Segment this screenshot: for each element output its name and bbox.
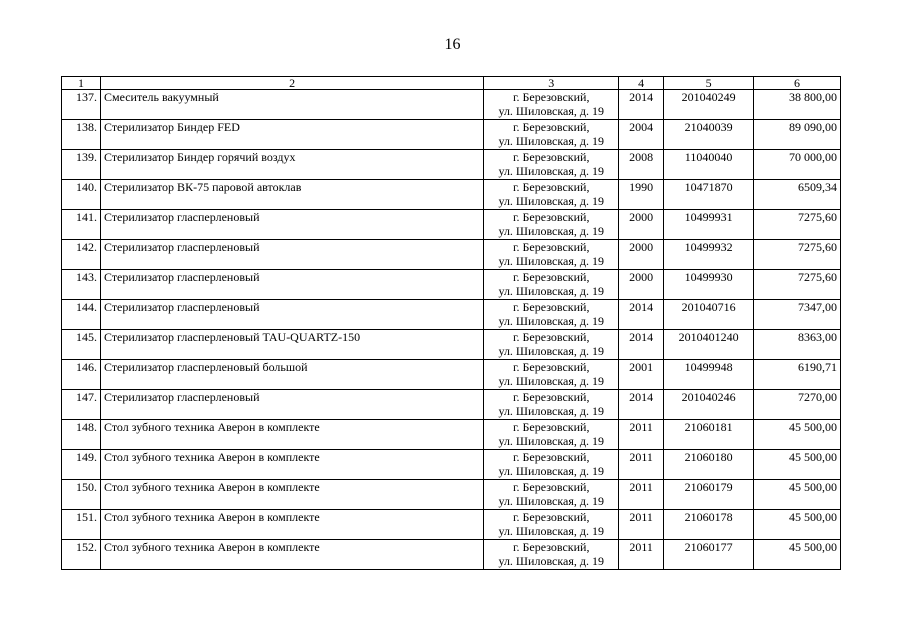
row-number: 146. — [62, 360, 101, 390]
row-number: 150. — [62, 480, 101, 510]
table-row — [62, 330, 841, 360]
item-address — [484, 90, 619, 120]
item-name: Стол зубного техника Аверон в комплекте — [100, 540, 483, 570]
item-cost: 38 800,00 — [754, 90, 841, 120]
item-year: 2011 — [619, 450, 664, 480]
item-name: Стерилизатор гласперленовый — [100, 390, 483, 420]
item-cost: 6509,34 — [754, 180, 841, 210]
table-row — [62, 480, 841, 510]
address-city: г. Березовский, — [512, 540, 590, 554]
inventory-number: 11040040 — [664, 150, 754, 180]
item-address — [484, 480, 619, 510]
inventory-number: 21060177 — [664, 540, 754, 570]
item-cost: 7275,60 — [754, 210, 841, 240]
table-row — [62, 540, 841, 570]
item-name: Стол зубного техника Аверон в комплекте — [100, 420, 483, 450]
item-year: 2011 — [619, 510, 664, 540]
table-row — [62, 150, 841, 180]
address-street: ул. Шиловская, д. 19 — [498, 434, 604, 448]
item-cost: 45 500,00 — [754, 480, 841, 510]
item-address — [484, 330, 619, 360]
item-year: 2001 — [619, 360, 664, 390]
table-header — [62, 77, 841, 90]
table-row — [62, 360, 841, 390]
address-city: г. Березовский, — [512, 300, 590, 314]
item-year: 2008 — [619, 150, 664, 180]
row-number: 139. — [62, 150, 101, 180]
item-address — [484, 540, 619, 570]
inventory-number: 201040716 — [664, 300, 754, 330]
table-row — [62, 510, 841, 540]
address-city: г. Березовский, — [512, 450, 590, 464]
item-year: 2014 — [619, 90, 664, 120]
address-city: г. Березовский, — [512, 510, 590, 524]
item-cost: 8363,00 — [754, 330, 841, 360]
address-street: ул. Шиловская, д. 19 — [498, 404, 604, 418]
item-cost: 89 090,00 — [754, 120, 841, 150]
table-row — [62, 270, 841, 300]
item-name: Стерилизатор гласперленовый — [100, 240, 483, 270]
column-header-6: 6 — [754, 77, 841, 90]
item-year: 1990 — [619, 180, 664, 210]
address-city: г. Березовский, — [512, 480, 590, 494]
item-address — [484, 210, 619, 240]
table-row — [62, 210, 841, 240]
table-row — [62, 180, 841, 210]
page-number: 16 — [444, 36, 461, 53]
item-address — [484, 120, 619, 150]
address-city: г. Березовский, — [512, 150, 590, 164]
table-row — [62, 420, 841, 450]
address-city: г. Березовский, — [512, 90, 590, 104]
row-number: 143. — [62, 270, 101, 300]
inventory-number: 10499948 — [664, 360, 754, 390]
address-city: г. Березовский, — [512, 390, 590, 404]
row-number: 147. — [62, 390, 101, 420]
address-city: г. Березовский, — [512, 240, 590, 254]
column-header-2: 2 — [100, 77, 483, 90]
item-name: Стерилизатор гласперленовый большой — [100, 360, 483, 390]
row-number: 144. — [62, 300, 101, 330]
inventory-number: 10499930 — [664, 270, 754, 300]
address-city: г. Березовский, — [512, 270, 590, 284]
item-cost: 7275,60 — [754, 240, 841, 270]
table-row — [62, 90, 841, 120]
item-cost: 45 500,00 — [754, 420, 841, 450]
item-cost: 70 000,00 — [754, 150, 841, 180]
address-street: ул. Шиловская, д. 19 — [498, 284, 604, 298]
item-address — [484, 390, 619, 420]
row-number: 141. — [62, 210, 101, 240]
column-header-4: 4 — [619, 77, 664, 90]
table-row — [62, 390, 841, 420]
row-number: 142. — [62, 240, 101, 270]
address-city: г. Березовский, — [512, 330, 590, 344]
address-street: ул. Шиловская, д. 19 — [498, 164, 604, 178]
table-body — [62, 90, 841, 570]
item-address — [484, 360, 619, 390]
address-street: ул. Шиловская, д. 19 — [498, 314, 604, 328]
item-year: 2000 — [619, 270, 664, 300]
item-address — [484, 450, 619, 480]
item-name: Стол зубного техника Аверон в комплекте — [100, 510, 483, 540]
item-cost: 7270,00 — [754, 390, 841, 420]
row-number: 138. — [62, 120, 101, 150]
table-row — [62, 450, 841, 480]
inventory-number: 201040246 — [664, 390, 754, 420]
item-cost: 7347,00 — [754, 300, 841, 330]
address-street: ул. Шиловская, д. 19 — [498, 254, 604, 268]
address-city: г. Березовский, — [512, 210, 590, 224]
item-address — [484, 270, 619, 300]
item-year: 2000 — [619, 240, 664, 270]
inventory-number: 21040039 — [664, 120, 754, 150]
item-name: Стерилизатор гласперленовый TAU-QUARTZ-150 — [100, 330, 483, 360]
address-street: ул. Шиловская, д. 19 — [498, 134, 604, 148]
table-row — [62, 240, 841, 270]
item-cost: 6190,71 — [754, 360, 841, 390]
row-number: 140. — [62, 180, 101, 210]
item-address — [484, 420, 619, 450]
inventory-number: 2010401240 — [664, 330, 754, 360]
table-row — [62, 120, 841, 150]
inventory-number: 21060180 — [664, 450, 754, 480]
item-year: 2014 — [619, 330, 664, 360]
inventory-number: 21060181 — [664, 420, 754, 450]
address-street: ул. Шиловская, д. 19 — [498, 524, 604, 538]
column-header-1: 1 — [62, 77, 101, 90]
address-city: г. Березовский, — [512, 120, 590, 134]
inventory-number: 10499932 — [664, 240, 754, 270]
row-number: 149. — [62, 450, 101, 480]
address-street: ул. Шиловская, д. 19 — [498, 344, 604, 358]
item-year: 2004 — [619, 120, 664, 150]
column-header-5: 5 — [664, 77, 754, 90]
row-number: 148. — [62, 420, 101, 450]
row-number: 152. — [62, 540, 101, 570]
header-row — [62, 77, 841, 90]
item-name: Стол зубного техника Аверон в комплекте — [100, 480, 483, 510]
address-street: ул. Шиловская, д. 19 — [498, 194, 604, 208]
inventory-number: 21060179 — [664, 480, 754, 510]
item-name: Стерилизатор Биндер FED — [100, 120, 483, 150]
item-year: 2011 — [619, 540, 664, 570]
address-street: ул. Шиловская, д. 19 — [498, 464, 604, 478]
item-address — [484, 300, 619, 330]
item-cost: 7275,60 — [754, 270, 841, 300]
item-address — [484, 240, 619, 270]
inventory-table — [61, 76, 841, 570]
item-address — [484, 180, 619, 210]
item-address — [484, 510, 619, 540]
row-number: 145. — [62, 330, 101, 360]
item-name: Стерилизатор ВК-75 паровой автоклав — [100, 180, 483, 210]
item-year: 2014 — [619, 390, 664, 420]
inventory-number: 201040249 — [664, 90, 754, 120]
item-year: 2011 — [619, 480, 664, 510]
item-name: Стол зубного техника Аверон в комплекте — [100, 450, 483, 480]
row-number: 151. — [62, 510, 101, 540]
item-address — [484, 150, 619, 180]
row-number: 137. — [62, 90, 101, 120]
address-street: ул. Шиловская, д. 19 — [498, 374, 604, 388]
item-cost: 45 500,00 — [754, 540, 841, 570]
address-city: г. Березовский, — [512, 180, 590, 194]
inventory-number: 10471870 — [664, 180, 754, 210]
address-street: ул. Шиловская, д. 19 — [498, 104, 604, 118]
item-year: 2000 — [619, 210, 664, 240]
item-name: Смеситель вакуумный — [100, 90, 483, 120]
address-city: г. Березовский, — [512, 420, 590, 434]
item-year: 2011 — [619, 420, 664, 450]
address-street: ул. Шиловская, д. 19 — [498, 224, 604, 238]
item-cost: 45 500,00 — [754, 450, 841, 480]
address-street: ул. Шиловская, д. 19 — [498, 494, 604, 508]
column-header-3: 3 — [484, 77, 619, 90]
item-name: Стерилизатор гласперленовый — [100, 210, 483, 240]
table-row — [62, 300, 841, 330]
inventory-number: 21060178 — [664, 510, 754, 540]
item-cost: 45 500,00 — [754, 510, 841, 540]
inventory-number: 10499931 — [664, 210, 754, 240]
item-year: 2014 — [619, 300, 664, 330]
item-name: Стерилизатор гласперленовый — [100, 270, 483, 300]
address-street: ул. Шиловская, д. 19 — [498, 554, 604, 568]
item-name: Стерилизатор Биндер горячий воздух — [100, 150, 483, 180]
item-name: Стерилизатор гласперленовый — [100, 300, 483, 330]
address-city: г. Березовский, — [512, 360, 590, 374]
